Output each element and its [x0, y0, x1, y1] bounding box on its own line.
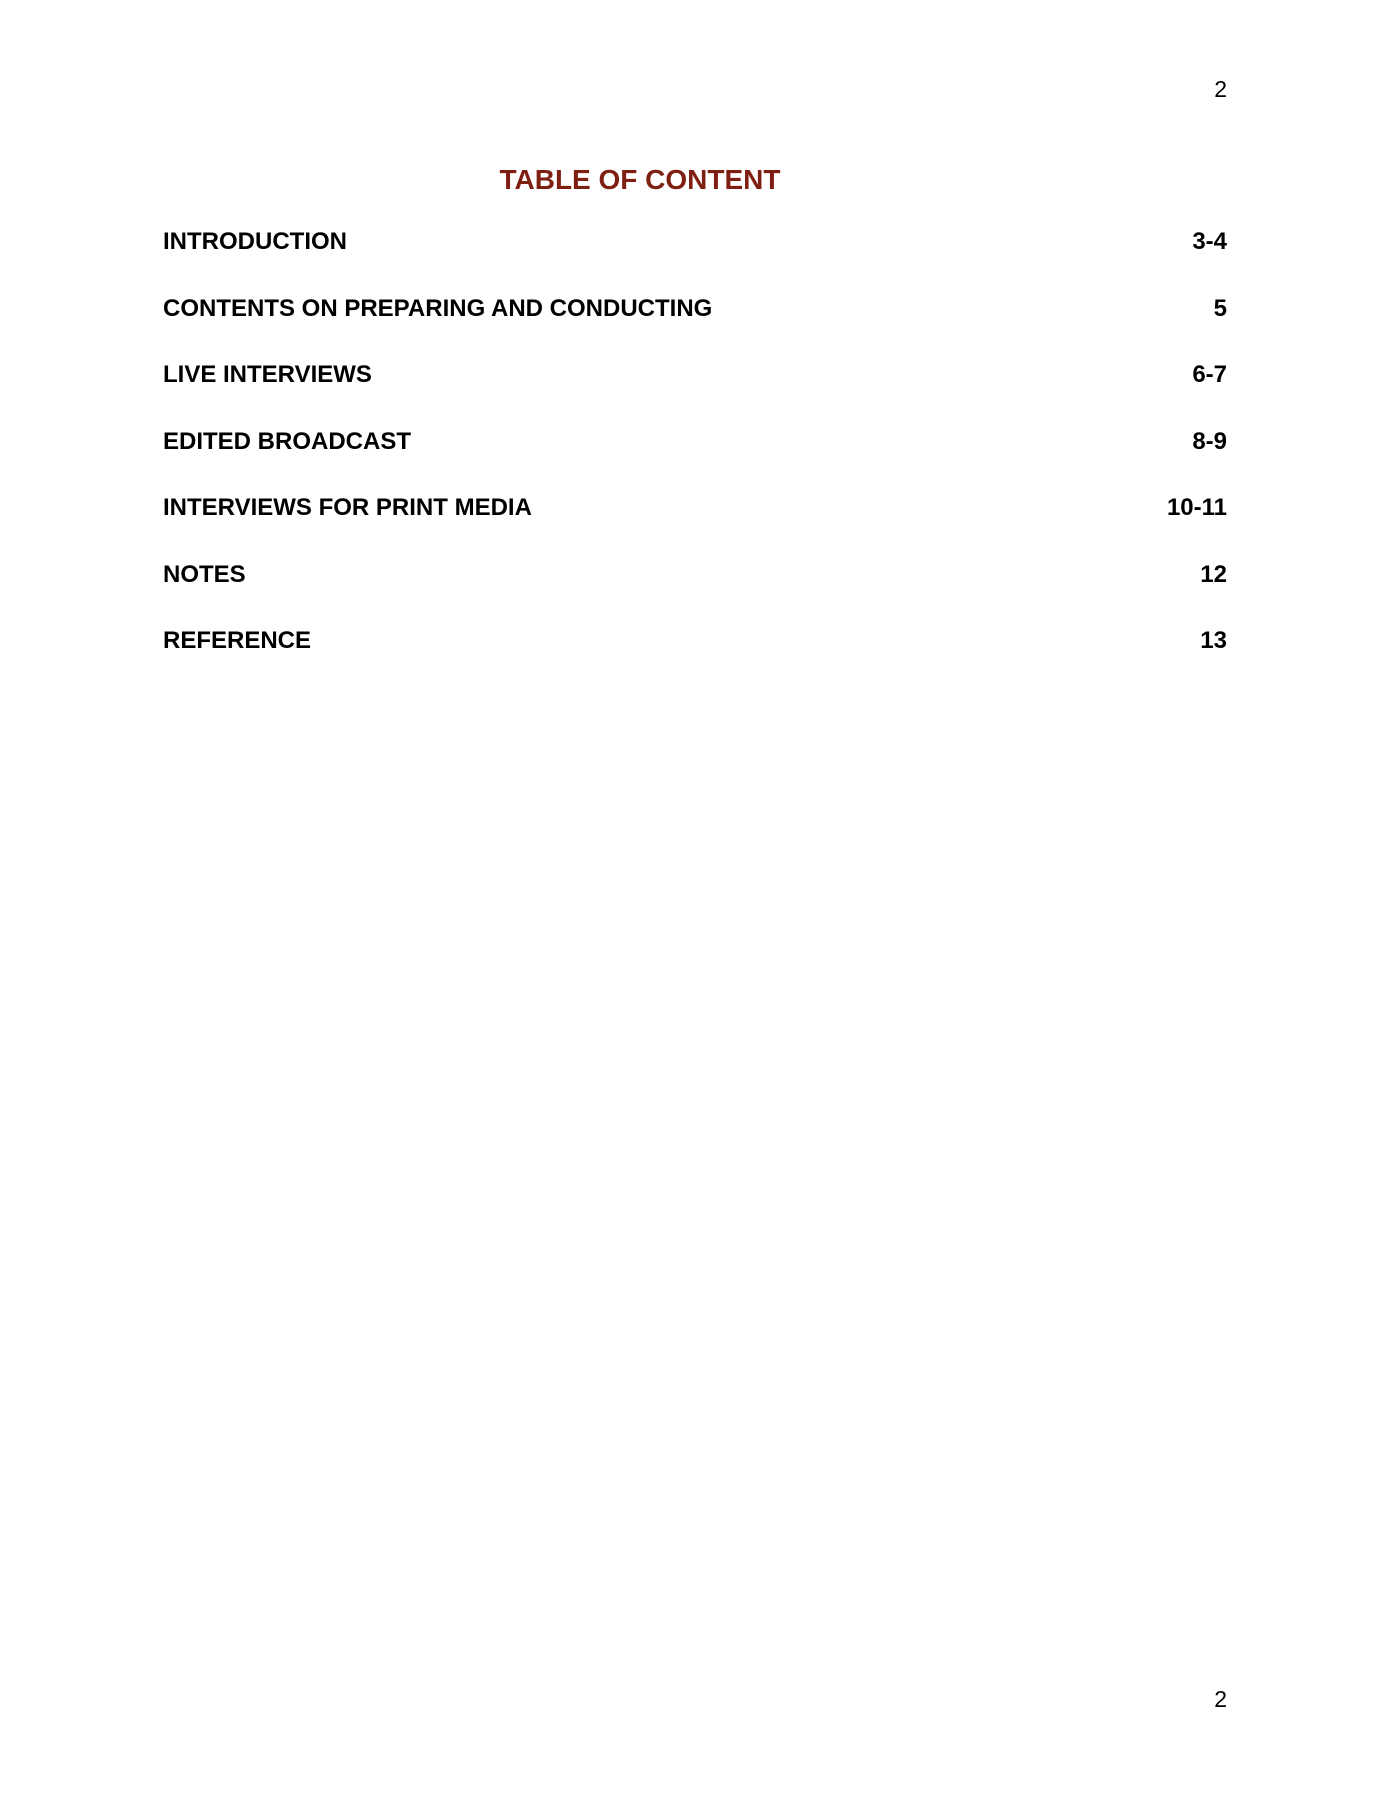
toc-entry-preparing-conducting [163, 295, 1227, 362]
toc-entry-pages: 12 [1200, 560, 1227, 588]
toc-entry-pages: 8-9 [1192, 427, 1227, 455]
toc-entry-label: CONTENTS ON PREPARING AND CONDUCTING [163, 294, 713, 322]
toc-entry-pages: 5 [1213, 294, 1227, 322]
toc-entry-label: EDITED BROADCAST [163, 427, 412, 455]
toc-entry-label: INTERVIEWS FOR PRINT MEDIA [163, 494, 532, 521]
toc-entry-notes [163, 561, 1227, 628]
toc-entry-pages: 6-7 [1192, 361, 1227, 388]
toc-title-container [0, 163, 1280, 197]
toc-entry-introduction [163, 228, 1227, 295]
header-page-number: 2 [1214, 76, 1227, 102]
toc-entry-pages: 10-11 [1166, 494, 1227, 521]
toc-entry-pages: 13 [1200, 627, 1227, 654]
toc-entry-pages: 3-4 [1192, 228, 1227, 255]
toc-entry-print-media [163, 494, 1227, 561]
toc-entry-label: NOTES [163, 560, 246, 588]
toc-entry-label: INTRODUCTION [163, 228, 347, 255]
toc-title: TABLE OF CONTENT [499, 164, 781, 195]
footer-page-number: 2 [1214, 1686, 1227, 1712]
toc-entry-label: REFERENCE [163, 627, 312, 654]
toc-entry-label: LIVE INTERVIEWS [163, 361, 372, 388]
toc-entry-live-interviews [163, 361, 1227, 428]
toc-list [163, 228, 1227, 694]
toc-entry-edited-broadcast [163, 428, 1227, 495]
toc-entry-reference [163, 627, 1227, 694]
